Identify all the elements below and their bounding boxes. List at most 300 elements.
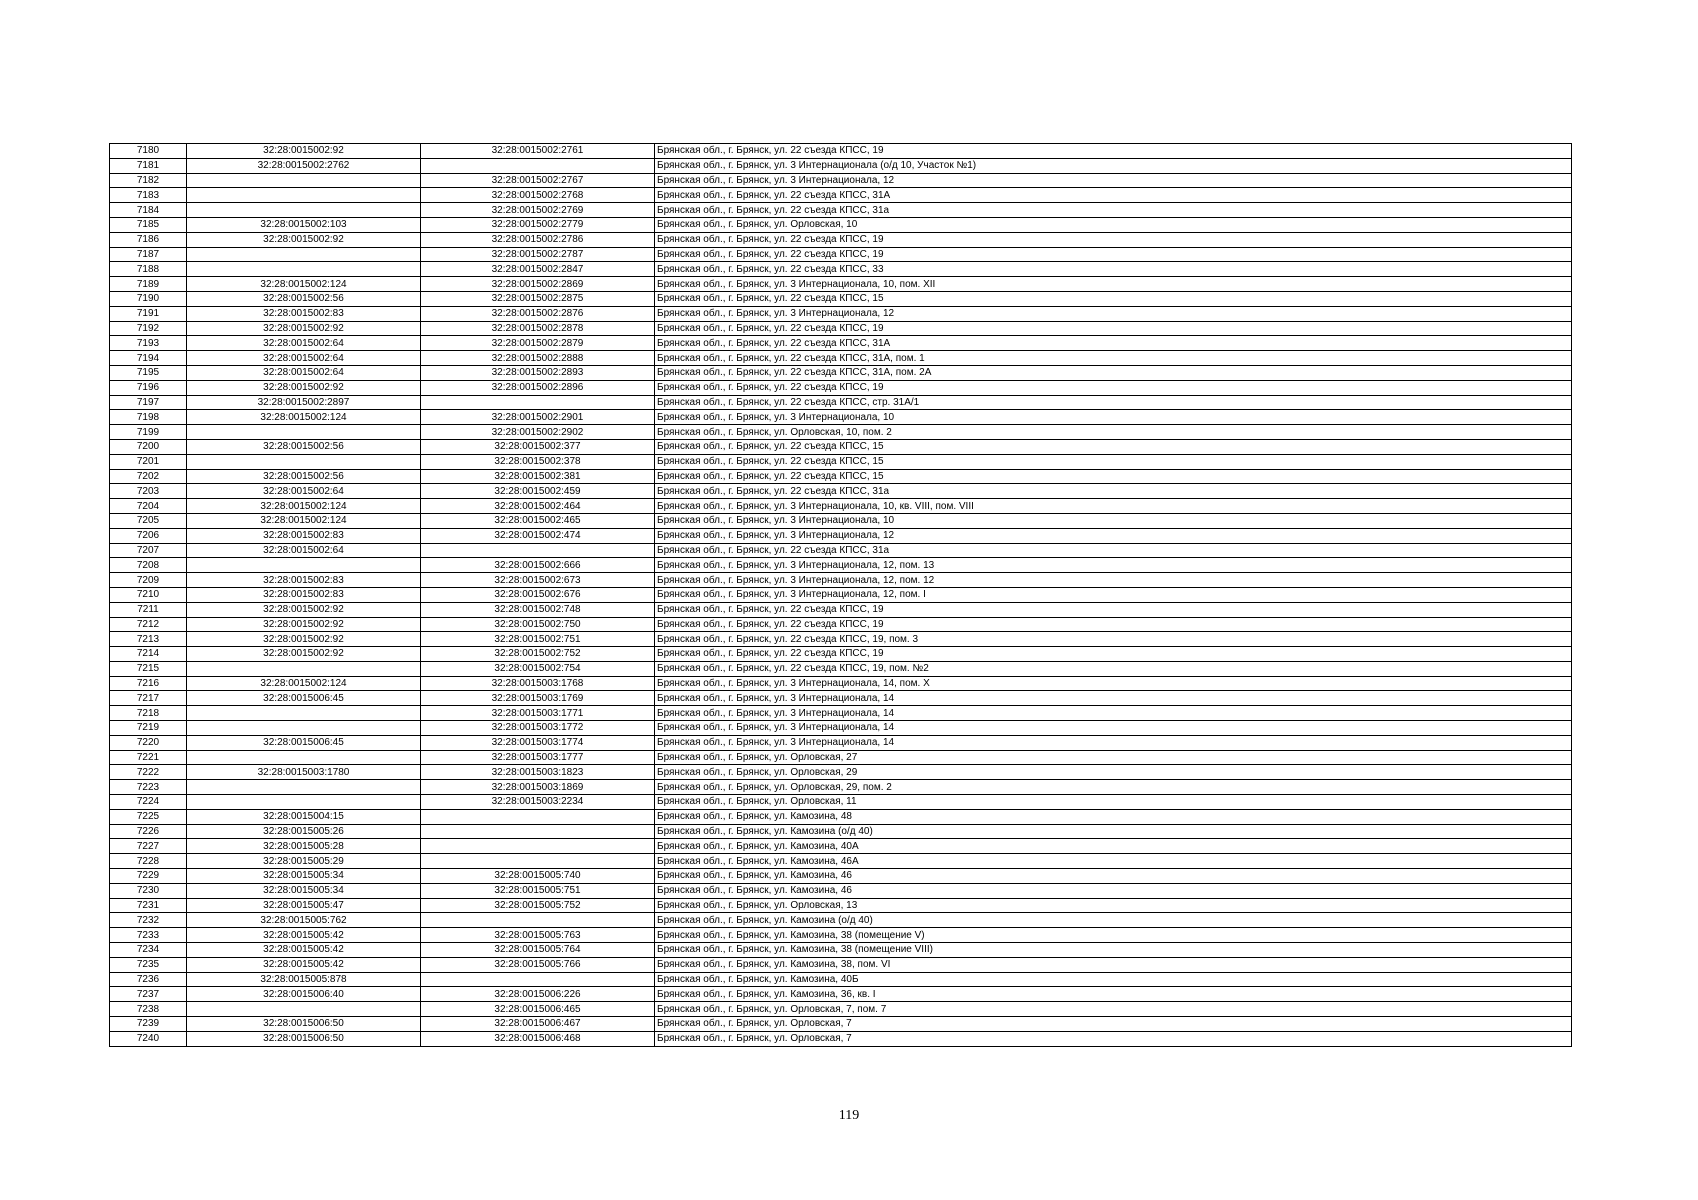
- table-row: [110, 232, 1572, 247]
- building-cadastral-number-cell: [421, 158, 655, 173]
- address-cell: Брянская обл., г. Брянск, ул. 3 Интернационала, 10: [655, 513, 1572, 528]
- page-number: 119: [838, 1108, 860, 1123]
- row-number-cell: 7238: [110, 1002, 187, 1017]
- row-number-cell: 7213: [110, 632, 187, 647]
- land-plot-cadastral-number-cell: 32:28:0015002:124: [187, 513, 421, 528]
- address-cell: Брянская обл., г. Брянск, ул. 3 Интернационала, 10: [655, 410, 1572, 425]
- row-number-cell: 7197: [110, 395, 187, 410]
- address-cell: Брянская обл., г. Брянск, ул. 3 Интернационала, 12, пом. 13: [655, 558, 1572, 573]
- table-row: [110, 410, 1572, 425]
- row-number-cell: 7184: [110, 203, 187, 218]
- table-row: [110, 173, 1572, 188]
- row-number-cell: 7208: [110, 558, 187, 573]
- row-number-cell: 7207: [110, 543, 187, 558]
- building-cadastral-number-cell: 32:28:0015005:766: [421, 957, 655, 972]
- land-plot-cadastral-number-cell: [187, 750, 421, 765]
- address-cell: Брянская обл., г. Брянск, ул. 22 съезда КПСС, 15: [655, 454, 1572, 469]
- land-plot-cadastral-number-cell: 32:28:0015002:92: [187, 617, 421, 632]
- address-cell: Брянская обл., г. Брянск, ул. 3 Интернационала, 10, пом. XII: [655, 277, 1572, 292]
- row-number-cell: 7240: [110, 1031, 187, 1046]
- building-cadastral-number-cell: [421, 543, 655, 558]
- land-plot-cadastral-number-cell: 32:28:0015005:28: [187, 839, 421, 854]
- building-cadastral-number-cell: 32:28:0015002:752: [421, 647, 655, 662]
- address-cell: Брянская обл., г. Брянск, ул. 22 съезда КПСС, 15: [655, 291, 1572, 306]
- land-plot-cadastral-number-cell: 32:28:0015002:124: [187, 410, 421, 425]
- row-number-cell: 7201: [110, 454, 187, 469]
- row-number-cell: 7192: [110, 321, 187, 336]
- table-row: [110, 203, 1572, 218]
- building-cadastral-number-cell: 32:28:0015002:378: [421, 454, 655, 469]
- table-body: [110, 144, 1572, 1047]
- building-cadastral-number-cell: 32:28:0015002:2875: [421, 291, 655, 306]
- table-row: [110, 291, 1572, 306]
- table-row: [110, 469, 1572, 484]
- building-cadastral-number-cell: 32:28:0015006:465: [421, 1002, 655, 1017]
- land-plot-cadastral-number-cell: 32:28:0015002:83: [187, 306, 421, 321]
- land-plot-cadastral-number-cell: [187, 425, 421, 440]
- land-plot-cadastral-number-cell: 32:28:0015006:45: [187, 691, 421, 706]
- address-cell: Брянская обл., г. Брянск, ул. Орловская, 7: [655, 1017, 1572, 1032]
- table-row: [110, 395, 1572, 410]
- row-number-cell: 7203: [110, 484, 187, 499]
- row-number-cell: 7237: [110, 987, 187, 1002]
- land-plot-cadastral-number-cell: 32:28:0015002:56: [187, 291, 421, 306]
- table-row: [110, 839, 1572, 854]
- row-number-cell: 7199: [110, 425, 187, 440]
- land-plot-cadastral-number-cell: 32:28:0015006:45: [187, 735, 421, 750]
- building-cadastral-number-cell: 32:28:0015002:2847: [421, 262, 655, 277]
- table-row: [110, 587, 1572, 602]
- address-cell: Брянская обл., г. Брянск, ул. 22 съезда КПСС, стр. 31А/1: [655, 395, 1572, 410]
- row-number-cell: 7239: [110, 1017, 187, 1032]
- table-row: [110, 987, 1572, 1002]
- table-row: [110, 750, 1572, 765]
- table-row: [110, 957, 1572, 972]
- address-cell: Брянская обл., г. Брянск, ул. Камозина, 38 (помещение VIII): [655, 943, 1572, 958]
- cadastral-table: [109, 143, 1572, 1047]
- address-cell: Брянская обл., г. Брянск, ул. 3 Интернационала, 14: [655, 691, 1572, 706]
- table-row: [110, 1017, 1572, 1032]
- address-cell: Брянская обл., г. Брянск, ул. Камозина, 48: [655, 809, 1572, 824]
- address-cell: Брянская обл., г. Брянск, ул. 22 съезда КПСС, 31а: [655, 203, 1572, 218]
- table-row: [110, 898, 1572, 913]
- land-plot-cadastral-number-cell: 32:28:0015002:64: [187, 336, 421, 351]
- building-cadastral-number-cell: [421, 854, 655, 869]
- building-cadastral-number-cell: 32:28:0015005:751: [421, 883, 655, 898]
- building-cadastral-number-cell: 32:28:0015002:474: [421, 528, 655, 543]
- address-cell: Брянская обл., г. Брянск, ул. 22 съезда КПСС, 15: [655, 439, 1572, 454]
- building-cadastral-number-cell: 32:28:0015002:2779: [421, 217, 655, 232]
- table-row: [110, 217, 1572, 232]
- table-row: [110, 632, 1572, 647]
- address-cell: Брянская обл., г. Брянск, ул. Камозина (о/д 40): [655, 913, 1572, 928]
- table-row: [110, 188, 1572, 203]
- row-number-cell: 7194: [110, 351, 187, 366]
- table-row: [110, 558, 1572, 573]
- land-plot-cadastral-number-cell: [187, 454, 421, 469]
- address-cell: Брянская обл., г. Брянск, ул. 22 съезда КПСС, 19: [655, 321, 1572, 336]
- land-plot-cadastral-number-cell: 32:28:0015002:92: [187, 632, 421, 647]
- table-row: [110, 543, 1572, 558]
- land-plot-cadastral-number-cell: 32:28:0015002:124: [187, 676, 421, 691]
- building-cadastral-number-cell: 32:28:0015005:764: [421, 943, 655, 958]
- address-cell: Брянская обл., г. Брянск, ул. 22 съезда КПСС, 19: [655, 247, 1572, 262]
- table-row: [110, 321, 1572, 336]
- land-plot-cadastral-number-cell: 32:28:0015002:64: [187, 351, 421, 366]
- land-plot-cadastral-number-cell: 32:28:0015005:42: [187, 943, 421, 958]
- address-cell: Брянская обл., г. Брянск, ул. Камозина, 46: [655, 869, 1572, 884]
- row-number-cell: 7216: [110, 676, 187, 691]
- building-cadastral-number-cell: 32:28:0015002:2787: [421, 247, 655, 262]
- table-row: [110, 425, 1572, 440]
- address-cell: Брянская обл., г. Брянск, ул. Камозина, 40Б: [655, 972, 1572, 987]
- row-number-cell: 7222: [110, 765, 187, 780]
- building-cadastral-number-cell: 32:28:0015002:2901: [421, 410, 655, 425]
- land-plot-cadastral-number-cell: [187, 1002, 421, 1017]
- table-row: [110, 1031, 1572, 1046]
- land-plot-cadastral-number-cell: 32:28:0015005:878: [187, 972, 421, 987]
- land-plot-cadastral-number-cell: 32:28:0015002:2897: [187, 395, 421, 410]
- address-cell: Брянская обл., г. Брянск, ул. 3 Интернационала, 12: [655, 528, 1572, 543]
- row-number-cell: 7212: [110, 617, 187, 632]
- row-number-cell: 7228: [110, 854, 187, 869]
- row-number-cell: 7233: [110, 928, 187, 943]
- land-plot-cadastral-number-cell: 32:28:0015005:42: [187, 928, 421, 943]
- table-row: [110, 647, 1572, 662]
- row-number-cell: 7185: [110, 217, 187, 232]
- land-plot-cadastral-number-cell: 32:28:0015004:15: [187, 809, 421, 824]
- table-row: [110, 439, 1572, 454]
- building-cadastral-number-cell: 32:28:0015002:381: [421, 469, 655, 484]
- building-cadastral-number-cell: 32:28:0015002:2893: [421, 365, 655, 380]
- table-row: [110, 158, 1572, 173]
- building-cadastral-number-cell: 32:28:0015006:467: [421, 1017, 655, 1032]
- address-cell: Брянская обл., г. Брянск, ул. 3 Интернационала, 14: [655, 735, 1572, 750]
- building-cadastral-number-cell: 32:28:0015003:1774: [421, 735, 655, 750]
- row-number-cell: 7234: [110, 943, 187, 958]
- table-row: [110, 721, 1572, 736]
- row-number-cell: 7211: [110, 602, 187, 617]
- table-row: [110, 573, 1572, 588]
- address-cell: Брянская обл., г. Брянск, ул. Орловская, 13: [655, 898, 1572, 913]
- table-row: [110, 883, 1572, 898]
- table-row: [110, 484, 1572, 499]
- building-cadastral-number-cell: 32:28:0015002:377: [421, 439, 655, 454]
- land-plot-cadastral-number-cell: [187, 706, 421, 721]
- row-number-cell: 7206: [110, 528, 187, 543]
- land-plot-cadastral-number-cell: 32:28:0015002:83: [187, 587, 421, 602]
- address-cell: Брянская обл., г. Брянск, ул. Орловская, 7, пом. 7: [655, 1002, 1572, 1017]
- row-number-cell: 7218: [110, 706, 187, 721]
- row-number-cell: 7210: [110, 587, 187, 602]
- land-plot-cadastral-number-cell: 32:28:0015002:92: [187, 647, 421, 662]
- table-row: [110, 972, 1572, 987]
- address-cell: Брянская обл., г. Брянск, ул. Камозина, 46А: [655, 854, 1572, 869]
- row-number-cell: 7196: [110, 380, 187, 395]
- land-plot-cadastral-number-cell: 32:28:0015002:92: [187, 232, 421, 247]
- address-cell: Брянская обл., г. Брянск, ул. 22 съезда КПСС, 31а: [655, 484, 1572, 499]
- address-cell: Брянская обл., г. Брянск, ул. 3 Интернационала, 14: [655, 706, 1572, 721]
- address-cell: Брянская обл., г. Брянск, ул. 3 Интернационала, 12, пом. 12: [655, 573, 1572, 588]
- building-cadastral-number-cell: [421, 972, 655, 987]
- address-cell: Брянская обл., г. Брянск, ул. 22 съезда КПСС, 19, пом. №2: [655, 661, 1572, 676]
- land-plot-cadastral-number-cell: 32:28:0015002:64: [187, 543, 421, 558]
- address-cell: Брянская обл., г. Брянск, ул. 22 съезда КПСС, 33: [655, 262, 1572, 277]
- building-cadastral-number-cell: 32:28:0015002:2767: [421, 173, 655, 188]
- address-cell: Брянская обл., г. Брянск, ул. 22 съезда КПСС, 19: [655, 144, 1572, 159]
- building-cadastral-number-cell: 32:28:0015002:2888: [421, 351, 655, 366]
- row-number-cell: 7183: [110, 188, 187, 203]
- address-cell: Брянская обл., г. Брянск, ул. Камозина, 46: [655, 883, 1572, 898]
- row-number-cell: 7230: [110, 883, 187, 898]
- row-number-cell: 7232: [110, 913, 187, 928]
- address-cell: Брянская обл., г. Брянск, ул. Камозина (о/д 40): [655, 824, 1572, 839]
- building-cadastral-number-cell: 32:28:0015002:2769: [421, 203, 655, 218]
- building-cadastral-number-cell: 32:28:0015002:751: [421, 632, 655, 647]
- table-row: [110, 454, 1572, 469]
- row-number-cell: 7227: [110, 839, 187, 854]
- land-plot-cadastral-number-cell: 32:28:0015005:42: [187, 957, 421, 972]
- land-plot-cadastral-number-cell: 32:28:0015002:124: [187, 499, 421, 514]
- address-cell: Брянская обл., г. Брянск, ул. Камозина, 40А: [655, 839, 1572, 854]
- building-cadastral-number-cell: 32:28:0015005:740: [421, 869, 655, 884]
- land-plot-cadastral-number-cell: 32:28:0015002:64: [187, 365, 421, 380]
- table-row: [110, 706, 1572, 721]
- row-number-cell: 7202: [110, 469, 187, 484]
- building-cadastral-number-cell: 32:28:0015002:2876: [421, 306, 655, 321]
- row-number-cell: 7236: [110, 972, 187, 987]
- address-cell: Брянская обл., г. Брянск, ул. 3 Интернационала, 12, пом. I: [655, 587, 1572, 602]
- building-cadastral-number-cell: 32:28:0015002:666: [421, 558, 655, 573]
- table-row: [110, 380, 1572, 395]
- address-cell: Брянская обл., г. Брянск, ул. 22 съезда КПСС, 15: [655, 469, 1572, 484]
- address-cell: Брянская обл., г. Брянск, ул. 22 съезда КПСС, 19: [655, 232, 1572, 247]
- land-plot-cadastral-number-cell: 32:28:0015002:83: [187, 573, 421, 588]
- address-cell: Брянская обл., г. Брянск, ул. 22 съезда КПСС, 19: [655, 647, 1572, 662]
- row-number-cell: 7223: [110, 780, 187, 795]
- building-cadastral-number-cell: [421, 809, 655, 824]
- land-plot-cadastral-number-cell: [187, 795, 421, 810]
- row-number-cell: 7224: [110, 795, 187, 810]
- row-number-cell: 7214: [110, 647, 187, 662]
- land-plot-cadastral-number-cell: 32:28:0015002:56: [187, 469, 421, 484]
- row-number-cell: 7182: [110, 173, 187, 188]
- row-number-cell: 7193: [110, 336, 187, 351]
- building-cadastral-number-cell: 32:28:0015003:1823: [421, 765, 655, 780]
- table-row: [110, 943, 1572, 958]
- row-number-cell: 7221: [110, 750, 187, 765]
- row-number-cell: 7189: [110, 277, 187, 292]
- land-plot-cadastral-number-cell: [187, 558, 421, 573]
- building-cadastral-number-cell: 32:28:0015003:1768: [421, 676, 655, 691]
- building-cadastral-number-cell: 32:28:0015003:2234: [421, 795, 655, 810]
- table-row: [110, 277, 1572, 292]
- land-plot-cadastral-number-cell: [187, 188, 421, 203]
- building-cadastral-number-cell: 32:28:0015002:2878: [421, 321, 655, 336]
- land-plot-cadastral-number-cell: 32:28:0015003:1780: [187, 765, 421, 780]
- land-plot-cadastral-number-cell: [187, 173, 421, 188]
- land-plot-cadastral-number-cell: 32:28:0015002:2762: [187, 158, 421, 173]
- building-cadastral-number-cell: [421, 839, 655, 854]
- row-number-cell: 7198: [110, 410, 187, 425]
- row-number-cell: 7205: [110, 513, 187, 528]
- building-cadastral-number-cell: [421, 913, 655, 928]
- building-cadastral-number-cell: 32:28:0015002:750: [421, 617, 655, 632]
- table-row: [110, 617, 1572, 632]
- row-number-cell: 7215: [110, 661, 187, 676]
- table-row: [110, 928, 1572, 943]
- building-cadastral-number-cell: [421, 395, 655, 410]
- table-row: [110, 795, 1572, 810]
- table-row: [110, 144, 1572, 159]
- land-plot-cadastral-number-cell: 32:28:0015002:92: [187, 602, 421, 617]
- building-cadastral-number-cell: 32:28:0015003:1777: [421, 750, 655, 765]
- address-cell: Брянская обл., г. Брянск, ул. 22 съезда КПСС, 19: [655, 602, 1572, 617]
- land-plot-cadastral-number-cell: 32:28:0015005:34: [187, 883, 421, 898]
- address-cell: Брянская обл., г. Брянск, ул. 22 съезда КПСС, 31А: [655, 188, 1572, 203]
- address-cell: Брянская обл., г. Брянск, ул. 3 Интернационала, 12: [655, 306, 1572, 321]
- building-cadastral-number-cell: 32:28:0015002:673: [421, 573, 655, 588]
- table-row: [110, 824, 1572, 839]
- address-cell: Брянская обл., г. Брянск, ул. 3 Интернационала, 14: [655, 721, 1572, 736]
- address-cell: Брянская обл., г. Брянск, ул. 22 съезда КПСС, 19: [655, 380, 1572, 395]
- land-plot-cadastral-number-cell: 32:28:0015002:124: [187, 277, 421, 292]
- building-cadastral-number-cell: 32:28:0015002:464: [421, 499, 655, 514]
- land-plot-cadastral-number-cell: [187, 262, 421, 277]
- row-number-cell: 7231: [110, 898, 187, 913]
- address-cell: Брянская обл., г. Брянск, ул. Камозина, 38, пом. VI: [655, 957, 1572, 972]
- table-row: [110, 528, 1572, 543]
- row-number-cell: 7217: [110, 691, 187, 706]
- building-cadastral-number-cell: 32:28:0015002:2896: [421, 380, 655, 395]
- building-cadastral-number-cell: 32:28:0015002:748: [421, 602, 655, 617]
- building-cadastral-number-cell: 32:28:0015002:2902: [421, 425, 655, 440]
- land-plot-cadastral-number-cell: [187, 780, 421, 795]
- address-cell: Брянская обл., г. Брянск, ул. 22 съезда КПСС, 19: [655, 617, 1572, 632]
- building-cadastral-number-cell: [421, 824, 655, 839]
- land-plot-cadastral-number-cell: 32:28:0015006:50: [187, 1017, 421, 1032]
- building-cadastral-number-cell: 32:28:0015003:1769: [421, 691, 655, 706]
- building-cadastral-number-cell: 32:28:0015005:752: [421, 898, 655, 913]
- address-cell: Брянская обл., г. Брянск, ул. 22 съезда КПСС, 31а: [655, 543, 1572, 558]
- row-number-cell: 7219: [110, 721, 187, 736]
- land-plot-cadastral-number-cell: [187, 203, 421, 218]
- land-plot-cadastral-number-cell: 32:28:0015002:103: [187, 217, 421, 232]
- land-plot-cadastral-number-cell: 32:28:0015005:29: [187, 854, 421, 869]
- address-cell: Брянская обл., г. Брянск, ул. 22 съезда КПСС, 31А, пом. 2А: [655, 365, 1572, 380]
- row-number-cell: 7226: [110, 824, 187, 839]
- table-row: [110, 351, 1572, 366]
- table-row: [110, 247, 1572, 262]
- address-cell: Брянская обл., г. Брянск, ул. Орловская, 10: [655, 217, 1572, 232]
- address-cell: Брянская обл., г. Брянск, ул. Орловская, 11: [655, 795, 1572, 810]
- row-number-cell: 7188: [110, 262, 187, 277]
- land-plot-cadastral-number-cell: 32:28:0015005:47: [187, 898, 421, 913]
- table-row: [110, 513, 1572, 528]
- row-number-cell: 7235: [110, 957, 187, 972]
- table-row: [110, 499, 1572, 514]
- building-cadastral-number-cell: 32:28:0015002:465: [421, 513, 655, 528]
- building-cadastral-number-cell: 32:28:0015002:2768: [421, 188, 655, 203]
- table-row: [110, 676, 1572, 691]
- land-plot-cadastral-number-cell: 32:28:0015002:56: [187, 439, 421, 454]
- land-plot-cadastral-number-cell: 32:28:0015002:83: [187, 528, 421, 543]
- building-cadastral-number-cell: 32:28:0015002:2879: [421, 336, 655, 351]
- row-number-cell: 7204: [110, 499, 187, 514]
- building-cadastral-number-cell: 32:28:0015002:754: [421, 661, 655, 676]
- land-plot-cadastral-number-cell: 32:28:0015002:92: [187, 321, 421, 336]
- land-plot-cadastral-number-cell: 32:28:0015005:762: [187, 913, 421, 928]
- building-cadastral-number-cell: 32:28:0015006:226: [421, 987, 655, 1002]
- land-plot-cadastral-number-cell: 32:28:0015006:40: [187, 987, 421, 1002]
- land-plot-cadastral-number-cell: [187, 661, 421, 676]
- row-number-cell: 7187: [110, 247, 187, 262]
- row-number-cell: 7191: [110, 306, 187, 321]
- land-plot-cadastral-number-cell: 32:28:0015002:92: [187, 144, 421, 159]
- table-row: [110, 809, 1572, 824]
- building-cadastral-number-cell: 32:28:0015006:468: [421, 1031, 655, 1046]
- land-plot-cadastral-number-cell: [187, 247, 421, 262]
- row-number-cell: 7220: [110, 735, 187, 750]
- table-row: [110, 365, 1572, 380]
- address-cell: Брянская обл., г. Брянск, ул. 3 Интернационала, 14, пом. X: [655, 676, 1572, 691]
- table-row: [110, 780, 1572, 795]
- building-cadastral-number-cell: 32:28:0015003:1869: [421, 780, 655, 795]
- land-plot-cadastral-number-cell: 32:28:0015002:64: [187, 484, 421, 499]
- table-row: [110, 1002, 1572, 1017]
- row-number-cell: 7181: [110, 158, 187, 173]
- building-cadastral-number-cell: 32:28:0015002:2786: [421, 232, 655, 247]
- address-cell: Брянская обл., г. Брянск, ул. Орловская, 29, пом. 2: [655, 780, 1572, 795]
- address-cell: Брянская обл., г. Брянск, ул. 3 Интернационала, 12: [655, 173, 1572, 188]
- table-row: [110, 913, 1572, 928]
- land-plot-cadastral-number-cell: [187, 721, 421, 736]
- building-cadastral-number-cell: 32:28:0015003:1771: [421, 706, 655, 721]
- row-number-cell: 7190: [110, 291, 187, 306]
- building-cadastral-number-cell: 32:28:0015002:676: [421, 587, 655, 602]
- address-cell: Брянская обл., г. Брянск, ул. Орловская, 29: [655, 765, 1572, 780]
- address-cell: Брянская обл., г. Брянск, ул. Орловская, 10, пом. 2: [655, 425, 1572, 440]
- land-plot-cadastral-number-cell: 32:28:0015002:92: [187, 380, 421, 395]
- building-cadastral-number-cell: 32:28:0015002:2761: [421, 144, 655, 159]
- row-number-cell: 7180: [110, 144, 187, 159]
- building-cadastral-number-cell: 32:28:0015003:1772: [421, 721, 655, 736]
- building-cadastral-number-cell: 32:28:0015002:459: [421, 484, 655, 499]
- address-cell: Брянская обл., г. Брянск, ул. Орловская, 27: [655, 750, 1572, 765]
- table-row: [110, 306, 1572, 321]
- table-row: [110, 262, 1572, 277]
- address-cell: Брянская обл., г. Брянск, ул. 3 Интернационала, 10, кв. VIII, пом. VIII: [655, 499, 1572, 514]
- table-row: [110, 854, 1572, 869]
- address-cell: Брянская обл., г. Брянск, ул. Орловская, 7: [655, 1031, 1572, 1046]
- row-number-cell: 7229: [110, 869, 187, 884]
- table-row: [110, 765, 1572, 780]
- row-number-cell: 7209: [110, 573, 187, 588]
- address-cell: Брянская обл., г. Брянск, ул. Камозина, 38 (помещение V): [655, 928, 1572, 943]
- row-number-cell: 7200: [110, 439, 187, 454]
- building-cadastral-number-cell: 32:28:0015002:2869: [421, 277, 655, 292]
- land-plot-cadastral-number-cell: 32:28:0015006:50: [187, 1031, 421, 1046]
- table-row: [110, 602, 1572, 617]
- table-row: [110, 735, 1572, 750]
- row-number-cell: 7225: [110, 809, 187, 824]
- land-plot-cadastral-number-cell: 32:28:0015005:26: [187, 824, 421, 839]
- table-row: [110, 336, 1572, 351]
- table-row: [110, 661, 1572, 676]
- address-cell: Брянская обл., г. Брянск, ул. 22 съезда КПСС, 19, пом. 3: [655, 632, 1572, 647]
- land-plot-cadastral-number-cell: 32:28:0015005:34: [187, 869, 421, 884]
- row-number-cell: 7186: [110, 232, 187, 247]
